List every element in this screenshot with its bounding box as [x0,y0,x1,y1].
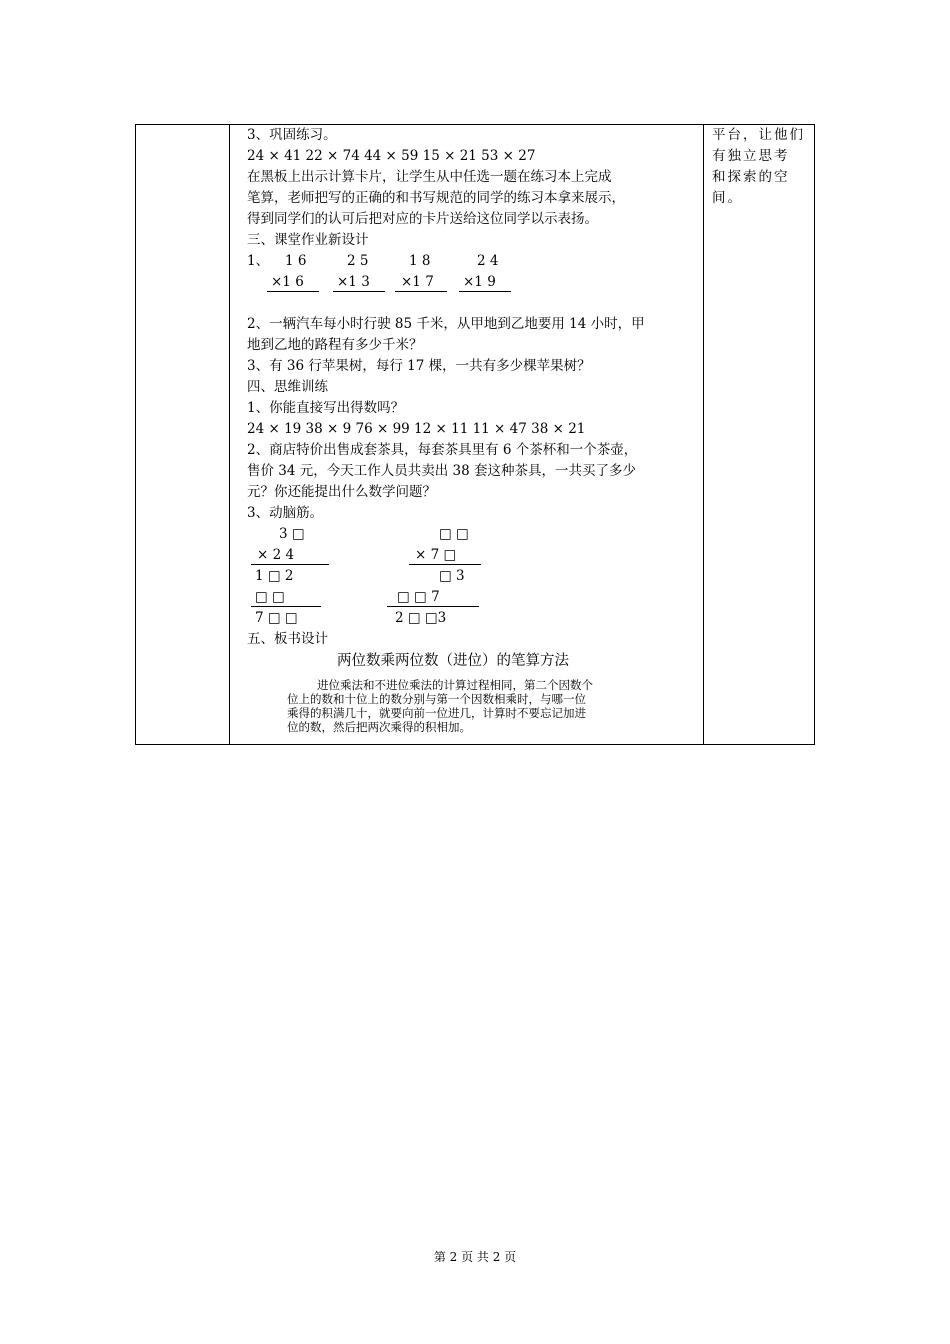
question-number: 1、 [247,253,270,269]
vertical-multiplier: ×1 6 [271,274,304,290]
board-heading: 两位数乘两位数（进位）的笔算方法 [337,653,569,669]
vertical-multiplier: ×1 3 [337,274,370,290]
puzzle-a-line: 1 □ 2 [255,568,294,584]
board-summary-line: 乘得的积满几十，就要向前一位进几，计算时不要忘记加进 [287,706,586,720]
puzzle-b-line: 2 □ □3 [395,610,447,626]
puzzle-b-line: □ □ [439,526,469,542]
puzzle-b-line: × 7 □ [415,547,457,563]
underline [395,291,447,292]
puzzle-a-line: 3 □ [279,526,305,542]
underline [251,564,329,565]
vertical-multiplicand: 2 5 [347,253,369,269]
puzzle-b-line: □ 3 [439,568,465,584]
page-footer: 第 2 页 共 2 页 [433,1250,517,1264]
board-summary-line: 位上的数和十位上的数分别与第一个因数相乘时，与哪一位 [287,692,586,706]
vertical-multiplier: ×1 7 [401,274,434,290]
vertical-multiplicand: 1 6 [285,253,307,269]
underline [333,291,385,292]
practice-expressions: 24 × 41 22 × 74 44 × 59 15 × 21 53 × 27 [247,148,536,164]
note-line: 和探索的空 [712,169,790,185]
section-heading: 五、板书设计 [247,631,328,647]
question: 元？你还能提出什么数学问题？ [247,484,436,500]
vertical-multiplicand: 1 8 [409,253,431,269]
paragraph-line: 笔算，老师把写的正确的和书写规范的同学的练习本拿来展示， [247,190,625,206]
underline [267,291,319,292]
note-line: 间。 [712,190,743,206]
column-divider [229,125,230,744]
practice-title: 3、巩固练习。 [247,127,337,143]
vertical-multiplier: ×1 9 [463,274,496,290]
puzzle-a-line: × 2 4 [257,547,295,563]
question: 地到乙地的路程有多少千米？ [247,337,423,353]
section-heading: 三、课堂作业新设计 [247,232,369,248]
underline [251,606,321,607]
puzzle-b-line: □ □ 7 [397,589,440,605]
underline [387,606,479,607]
underline [409,564,481,565]
expressions: 24 × 19 38 × 9 76 × 99 12 × 11 11 × 47 38 × 21 [247,421,586,437]
paragraph-line: 在黑板上出示计算卡片，让学生从中任选一题在练习本上完成 [247,169,612,185]
question: 2、一辆汽车每小时行驶 85 千米，从甲地到乙地要用 14 小时，甲 [247,316,645,332]
section-heading: 四、思维训练 [247,379,328,395]
note-line: 有独立思考 [712,148,790,164]
column-divider [703,125,704,744]
puzzle-a-line: 7 □ □ [255,610,298,626]
puzzle-a-line: □ □ [255,589,285,605]
question: 1、你能直接写出得数吗？ [247,400,405,416]
lesson-plan-table [135,124,815,745]
question: 2、商店特价出售成套茶具，每套茶具里有 6 个茶杯和一个茶壶， [247,442,638,458]
board-summary-line: 进位乘法和不进位乘法的计算过程相同，第二个因数个 [317,678,593,692]
vertical-multiplicand: 2 4 [477,253,499,269]
board-summary-line: 位的数，然后把两次乘得的积相加。 [287,720,471,734]
note-line: 平台，让他们 [712,127,805,143]
question: 售价 34 元，今天工作人员共卖出 38 套这种茶具，一共买了多少 [247,463,637,479]
underline [459,291,511,292]
question: 3、有 36 行苹果树，每行 17 棵，一共有多少棵苹果树？ [247,358,591,374]
paragraph-line: 得到同学们的认可后把对应的卡片送给这位同学以示表扬。 [247,211,598,227]
question: 3、动脑筋。 [247,505,324,521]
